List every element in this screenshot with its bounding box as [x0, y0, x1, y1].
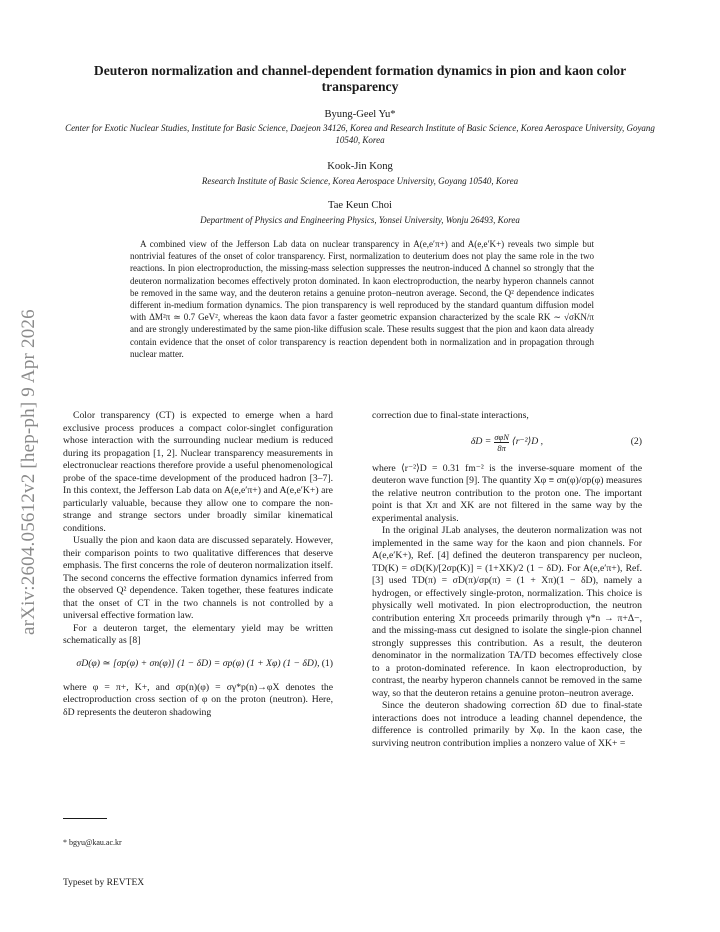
- body-paragraph: In the original JLab analyses, the deuteron normalization was not implemented in the same way for the kaon and pion channels. For A(e,e′K+), Ref. [4] defined the deuteron transparency per nucleon, TD(K) = σD(K)/[2σp(K)] = (1+XK)/2 (1 − δD). For A(e,e′π+), Ref. [3] used TD(π) = σD(π)/σp(π) = (1 + Xπ)(1 − δD), namely a hydrogen, or effectively single-proton, normalization. This choice is physically well motivated. In pion electroproduction, the neutron contribution entering Xπ proceeds primarily through γ*n → π+Δ−, and the missing-mass cut designed to isolate the single-pion channel strongly suppresses this contribution. As a result, the deuteron denominator in the normalization TA/TD becomes effectively close to a proton-dominated reference. In kaon electroproduction, by contrast, the nearby hyperon channels cannot be removed in the same way, so that the deuteron retains a genuine proton–neutron average.: [372, 525, 642, 699]
- equation-number: (2): [630, 436, 642, 448]
- left-column: [63, 410, 333, 719]
- author-name: Byung-Geel Yu*: [324, 109, 396, 120]
- footnote: * bgyu@kau.ac.kr: [63, 838, 122, 847]
- equation-1-body: σD(φ) ≃ [σp(φ) + σn(φ)] (1 − δD) = σp(φ) (1 + Xφ) (1 − δD),: [76, 658, 320, 670]
- author-affiliation: Research Institute of Basic Science, Korea Aerospace University, Goyang 10540, Korea: [201, 176, 519, 186]
- author-name: Tae Keun Choi: [328, 200, 392, 211]
- fraction-numerator: σφN: [494, 432, 509, 442]
- author-name: Kook-Jin Kong: [327, 161, 393, 172]
- equation-2-rhs: ⟨r⁻²⟩D ,: [511, 436, 544, 448]
- right-column: [372, 410, 642, 750]
- body-paragraph: Usually the pion and kaon data are discussed separately. However, their comparison points to two qualitative differences that deserve emphasis. The first concerns the role of deuteron normalization itself. The second concerns the effective formation dynamics inferred from the observed Q² dependence. Taken together, these features indicate that the onset of CT in the two channels is not controlled by a universal effective formation law.: [63, 535, 333, 621]
- body-paragraph: where φ = π+, K+, and σp(n)(φ) = σγ*p(n)→φX denotes the electroproduction cross section of φ on the proton (neutron). Here, δD represents the deuteron shadowing: [63, 681, 333, 718]
- typeset-note: Typeset by REVTEX: [63, 878, 145, 888]
- equation-number: (1): [321, 658, 333, 670]
- body-paragraph: correction due to final-state interactions,: [372, 410, 529, 421]
- equation-2: [372, 428, 642, 458]
- paper-title: Deuteron normalization and channel-dependent formation dynamics in pion and kaon color transparency: [93, 63, 627, 94]
- equation-2-fraction: [494, 432, 509, 453]
- footnote-rule: [63, 818, 107, 819]
- author-affiliation: Center for Exotic Nuclear Studies, Institute for Basic Science, Daejeon 34126, Korea and Research Institute of Basic Science, Korea Aerospace University, Goyang 10540, Korea: [65, 123, 655, 145]
- equation-2-lhs: δD =: [470, 436, 492, 448]
- body-paragraph: Color transparency (CT) is expected to emerge when a hard exclusive process produces a compact color-singlet configuration whose interaction with the surrounding nuclear medium is reduced during its propagation [1, 2]. Nuclear transparency measurements in electronuclear reactions therefore provide a useful phenomenological probe of the space-time development of the produced hadron [3–7]. In this context, the Jefferson Lab data on A(e,e′π+) and A(e,e′K+) are particularly valuable, because they allow one to compare the non-strange and strange sectors under broadly similar kinematical conditions.: [63, 410, 333, 534]
- body-paragraph: For a deuteron target, the elementary yield may be written schematically as [8]: [63, 622, 333, 646]
- author-affiliation: Department of Physics and Engineering Physics, Yonsei University, Wonju 26493, Korea: [200, 215, 520, 225]
- body-paragraph: Since the deuteron shadowing correction δD due to final-state interactions does not introduce a leading channel dependence, the difference is controlled primarily by Xφ. In the kaon case, the surviving neutron contribution implies a nonzero value of XK+ =: [372, 700, 642, 749]
- arxiv-identifier: arXiv:2604.05612v2 [hep-ph] 9 Apr 2026: [18, 309, 39, 635]
- equation-1: [63, 653, 333, 677]
- abstract: A combined view of the Jefferson Lab data on nuclear transparency in A(e,e′π+) and A(e,e′K+) reveals two simple but nontrivial features of the onset of color transparency. First, normalization to deuterium does not play the same role in the two reactions. In pion electroproduction, the missing-mass selection suppresses the neutron-induced Δ channel so strongly that the deuteron normalization becomes effectively proton dominated. In kaon electroproduction, the nearby hyperon channels cannot be removed in the same way, and the deuteron retains a genuine proton–neutron average. Second, the Q² dependence indicates different in-medium formation dynamics. The pion transparency is well reproduced by the standard quantum diffusion model with ΔM²π ≃ 0.7 GeV², whereas the kaon data favor a faster geometric expansion characterized by the scale RK ∼ √σKN/π and are strongly underestimated by the same pion-like diffusion scale. These results suggest that the pion and kaon data already contain evidence that the onset of color transparency is reaction dependent both in normalization and in propagation through nuclear matter.: [130, 239, 594, 359]
- body-paragraph: where ⟨r⁻²⟩D = 0.31 fm⁻² is the inverse-square moment of the deuteron wave function [9]. The quantity Xφ ≡ σn(φ)/σp(φ) measures the relative neutron contribution to the proton one. The important point is that Xπ and XK are not filtered in the same way by the experimental analysis.: [372, 462, 642, 524]
- fraction-denominator: 8π: [497, 443, 506, 453]
